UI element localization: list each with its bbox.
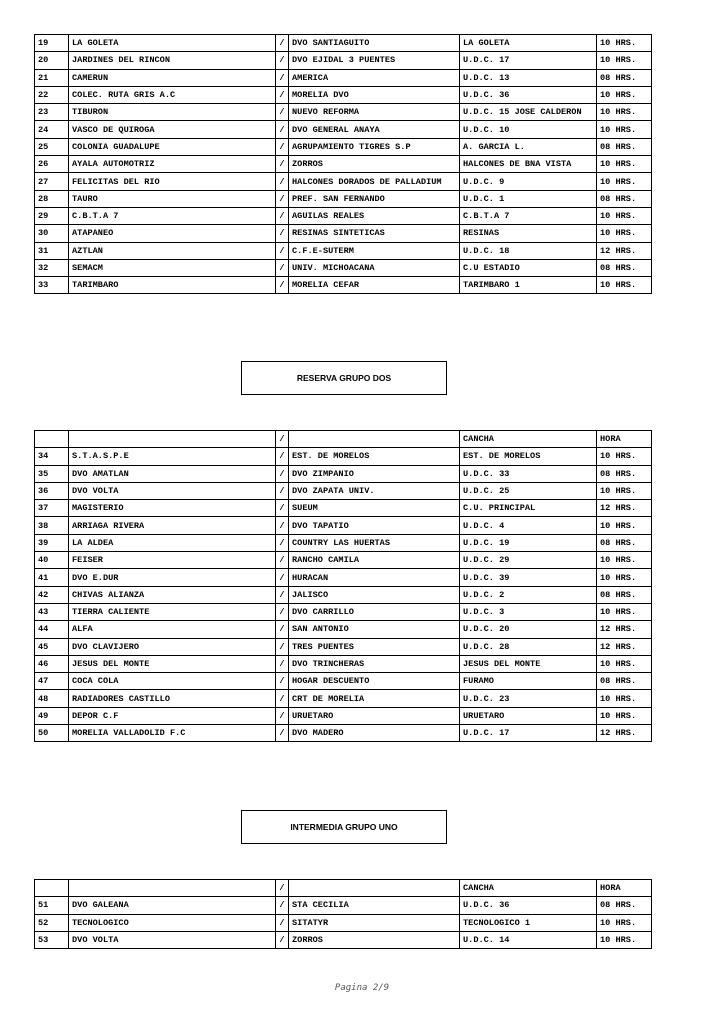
home-team-cell: AYALA AUTOMOTRIZ: [69, 156, 276, 173]
venue-cell: U.D.C. 28: [460, 638, 597, 655]
away-team-cell: SUEUM: [289, 500, 460, 517]
venue-cell: U.D.C. 20: [460, 621, 597, 638]
fixture-row: [35, 448, 652, 465]
home-team-cell: LA GOLETA: [69, 35, 276, 52]
away-team-cell: COUNTRY LAS HUERTAS: [289, 534, 460, 551]
separator-cell: /: [276, 448, 289, 465]
fixture-row: [35, 638, 652, 655]
home-team-cell: TIBURON: [69, 104, 276, 121]
kickoff-time-cell: 10 HRS.: [597, 914, 652, 931]
separator-cell: /: [276, 586, 289, 603]
match-number-cell: 39: [35, 534, 69, 551]
fixture-row: [35, 707, 652, 724]
fixture-row: [35, 225, 652, 242]
page-number: Pagina 2/9: [334, 983, 390, 993]
home-team-cell: JARDINES DEL RINCON: [69, 52, 276, 69]
separator-cell: /: [276, 121, 289, 138]
venue-cell: U.D.C. 19: [460, 534, 597, 551]
venue-cell: HALCONES DE BNA VISTA: [460, 156, 597, 173]
fixture-row: [35, 673, 652, 690]
separator-cell: /: [276, 431, 289, 448]
match-number-cell: 41: [35, 569, 69, 586]
kickoff-time-cell: 10 HRS.: [597, 207, 652, 224]
match-number-cell: 28: [35, 190, 69, 207]
match-number-cell: 50: [35, 725, 69, 742]
venue-cell: URUETARO: [460, 707, 597, 724]
separator-cell: /: [276, 897, 289, 914]
kickoff-time-cell: HORA: [597, 880, 652, 897]
separator-cell: /: [276, 621, 289, 638]
away-team-cell: AMERICA: [289, 69, 460, 86]
match-number-cell: 27: [35, 173, 69, 190]
separator-cell: /: [276, 914, 289, 931]
kickoff-time-cell: 10 HRS.: [597, 690, 652, 707]
kickoff-time-cell: 10 HRS.: [597, 35, 652, 52]
separator-cell: /: [276, 638, 289, 655]
match-number-cell: 43: [35, 603, 69, 620]
home-team-cell: AZTLAN: [69, 242, 276, 259]
home-team-cell: DVO GALEANA: [69, 897, 276, 914]
fixture-row: [35, 465, 652, 482]
separator-cell: /: [276, 569, 289, 586]
kickoff-time-cell: 08 HRS.: [597, 259, 652, 276]
match-number-cell: 40: [35, 552, 69, 569]
fixture-row: [35, 190, 652, 207]
venue-cell: JESUS DEL MONTE: [460, 655, 597, 672]
match-number-cell: 34: [35, 448, 69, 465]
away-team-cell: RANCHO CAMILA: [289, 552, 460, 569]
kickoff-time-cell: 10 HRS.: [597, 569, 652, 586]
kickoff-time-cell: 12 HRS.: [597, 725, 652, 742]
fixture-row: [35, 69, 652, 86]
venue-cell: A. GARCIA L.: [460, 138, 597, 155]
separator-cell: /: [276, 603, 289, 620]
venue-cell: U.D.C. 25: [460, 482, 597, 499]
away-team-cell: DVO EJIDAL 3 PUENTES: [289, 52, 460, 69]
kickoff-time-cell: 08 HRS.: [597, 190, 652, 207]
home-team-cell: LA ALDEA: [69, 534, 276, 551]
home-team-cell: FELICITAS DEL RIO: [69, 173, 276, 190]
venue-cell: TECNOLOGICO 1: [460, 914, 597, 931]
away-team-cell: DVO TAPATIO: [289, 517, 460, 534]
kickoff-time-cell: 12 HRS.: [597, 242, 652, 259]
fixture-row: [35, 207, 652, 224]
venue-cell: RESINAS: [460, 225, 597, 242]
fixture-row: [35, 482, 652, 499]
section-title-reserva-grupo-dos: RESERVA GRUPO DOS: [241, 361, 447, 395]
kickoff-time-cell: 10 HRS.: [597, 173, 652, 190]
fixture-row: [35, 259, 652, 276]
match-number-cell: 30: [35, 225, 69, 242]
kickoff-time-cell: 10 HRS.: [597, 707, 652, 724]
venue-cell: U.D.C. 3: [460, 603, 597, 620]
kickoff-time-cell: 10 HRS.: [597, 52, 652, 69]
home-team-cell: RADIADORES CASTILLO: [69, 690, 276, 707]
fixture-row: [35, 138, 652, 155]
kickoff-time-cell: 10 HRS.: [597, 86, 652, 103]
kickoff-time-cell: 12 HRS.: [597, 621, 652, 638]
home-team-cell: [69, 431, 276, 448]
fixture-row: [35, 104, 652, 121]
separator-cell: /: [276, 465, 289, 482]
venue-cell: U.D.C. 33: [460, 465, 597, 482]
match-number-cell: 49: [35, 707, 69, 724]
home-team-cell: SEMACM: [69, 259, 276, 276]
venue-cell: FURAMO: [460, 673, 597, 690]
venue-cell: U.D.C. 1: [460, 190, 597, 207]
home-team-cell: C.B.T.A 7: [69, 207, 276, 224]
kickoff-time-cell: 08 HRS.: [597, 586, 652, 603]
match-number-cell: 51: [35, 897, 69, 914]
home-team-cell: TAURO: [69, 190, 276, 207]
separator-cell: /: [276, 931, 289, 948]
separator-cell: /: [276, 35, 289, 52]
away-team-cell: HOGAR DESCUENTO: [289, 673, 460, 690]
match-number-cell: 24: [35, 121, 69, 138]
match-number-cell: 46: [35, 655, 69, 672]
home-team-cell: COCA COLA: [69, 673, 276, 690]
venue-cell: C.B.T.A 7: [460, 207, 597, 224]
separator-cell: /: [276, 173, 289, 190]
kickoff-time-cell: 10 HRS.: [597, 603, 652, 620]
fixture-row: [35, 121, 652, 138]
venue-cell: U.D.C. 15 JOSE CALDERON: [460, 104, 597, 121]
match-number-cell: 25: [35, 138, 69, 155]
separator-cell: /: [276, 69, 289, 86]
away-team-cell: AGRUPAMIENTO TIGRES S.P: [289, 138, 460, 155]
away-team-cell: PREF. SAN FERNANDO: [289, 190, 460, 207]
venue-cell: U.D.C. 18: [460, 242, 597, 259]
venue-cell: U.D.C. 36: [460, 86, 597, 103]
away-team-cell: DVO CARRILLO: [289, 603, 460, 620]
separator-cell: /: [276, 690, 289, 707]
separator-cell: /: [276, 673, 289, 690]
away-team-cell: AGUILAS REALES: [289, 207, 460, 224]
fixture-row: [35, 552, 652, 569]
separator-cell: /: [276, 207, 289, 224]
home-team-cell: FEISER: [69, 552, 276, 569]
venue-cell: U.D.C. 17: [460, 725, 597, 742]
away-team-cell: DVO GENERAL ANAYA: [289, 121, 460, 138]
match-number-cell: 52: [35, 914, 69, 931]
match-number-cell: 35: [35, 465, 69, 482]
venue-cell: U.D.C. 4: [460, 517, 597, 534]
away-team-cell: DVO ZAPATA UNIV.: [289, 482, 460, 499]
away-team-cell: ZORROS: [289, 156, 460, 173]
fixtures-table-1: [34, 34, 652, 294]
fixture-row: [35, 897, 652, 914]
home-team-cell: VASCO DE QUIROGA: [69, 121, 276, 138]
fixture-row: [35, 52, 652, 69]
venue-cell: U.D.C. 29: [460, 552, 597, 569]
separator-cell: /: [276, 880, 289, 897]
match-number-cell: 21: [35, 69, 69, 86]
fixture-row: [35, 500, 652, 517]
away-team-cell: NUEVO REFORMA: [289, 104, 460, 121]
away-team-cell: SITATYR: [289, 914, 460, 931]
section-title-intermedia-grupo-uno: INTERMEDIA GRUPO UNO: [241, 810, 447, 844]
fixtures-table-2: [34, 430, 652, 742]
venue-cell: U.D.C. 10: [460, 121, 597, 138]
home-team-cell: [69, 880, 276, 897]
home-team-cell: DVO VOLTA: [69, 482, 276, 499]
match-number-cell: 31: [35, 242, 69, 259]
away-team-cell: MORELIA CEFAR: [289, 277, 460, 294]
away-team-cell: HURACAN: [289, 569, 460, 586]
home-team-cell: TIERRA CALIENTE: [69, 603, 276, 620]
separator-cell: /: [276, 259, 289, 276]
match-number-cell: 47: [35, 673, 69, 690]
home-team-cell: TECNOLOGICO: [69, 914, 276, 931]
separator-cell: /: [276, 707, 289, 724]
fixture-row: [35, 586, 652, 603]
fixture-row: [35, 242, 652, 259]
home-team-cell: COLONIA GUADALUPE: [69, 138, 276, 155]
home-team-cell: TARIMBARO: [69, 277, 276, 294]
match-number-cell: 44: [35, 621, 69, 638]
home-team-cell: ALFA: [69, 621, 276, 638]
home-team-cell: JESUS DEL MONTE: [69, 655, 276, 672]
match-number-cell: 53: [35, 931, 69, 948]
match-number-cell: 48: [35, 690, 69, 707]
home-team-cell: MORELIA VALLADOLID F.C: [69, 725, 276, 742]
venue-cell: CANCHA: [460, 431, 597, 448]
separator-cell: /: [276, 138, 289, 155]
venue-cell: U.D.C. 23: [460, 690, 597, 707]
away-team-cell: JALISCO: [289, 586, 460, 603]
kickoff-time-cell: 10 HRS.: [597, 552, 652, 569]
venue-cell: U.D.C. 36: [460, 897, 597, 914]
venue-cell: U.D.C. 9: [460, 173, 597, 190]
venue-cell: U.D.C. 13: [460, 69, 597, 86]
away-team-cell: C.F.E-SUTERM: [289, 242, 460, 259]
kickoff-time-cell: 10 HRS.: [597, 104, 652, 121]
separator-cell: /: [276, 552, 289, 569]
home-team-cell: CAMERUN: [69, 69, 276, 86]
away-team-cell: UNIV. MICHOACANA: [289, 259, 460, 276]
away-team-cell: DVO ZIMPANIO: [289, 465, 460, 482]
kickoff-time-cell: 10 HRS.: [597, 225, 652, 242]
home-team-cell: S.T.A.S.P.E: [69, 448, 276, 465]
kickoff-time-cell: 10 HRS.: [597, 277, 652, 294]
match-number-cell: 20: [35, 52, 69, 69]
away-team-cell: MORELIA DVO: [289, 86, 460, 103]
fixture-row: [35, 690, 652, 707]
separator-cell: /: [276, 655, 289, 672]
fixture-row: [35, 725, 652, 742]
fixture-row: [35, 603, 652, 620]
away-team-cell: DVO MADERO: [289, 725, 460, 742]
kickoff-time-cell: 08 HRS.: [597, 138, 652, 155]
venue-cell: U.D.C. 17: [460, 52, 597, 69]
separator-cell: /: [276, 86, 289, 103]
fixture-row: [35, 914, 652, 931]
away-team-cell: EST. DE MORELOS: [289, 448, 460, 465]
match-number-cell: 32: [35, 259, 69, 276]
fixture-row: [35, 173, 652, 190]
kickoff-time-cell: 10 HRS.: [597, 156, 652, 173]
kickoff-time-cell: 08 HRS.: [597, 897, 652, 914]
home-team-cell: DEPOR C.F: [69, 707, 276, 724]
fixture-row: [35, 569, 652, 586]
fixture-row: [35, 277, 652, 294]
kickoff-time-cell: 10 HRS.: [597, 931, 652, 948]
match-number-cell: 45: [35, 638, 69, 655]
kickoff-time-cell: 10 HRS.: [597, 482, 652, 499]
venue-cell: U.D.C. 14: [460, 931, 597, 948]
kickoff-time-cell: HORA: [597, 431, 652, 448]
match-number-cell: 26: [35, 156, 69, 173]
home-team-cell: DVO CLAVIJERO: [69, 638, 276, 655]
away-team-cell: [289, 431, 460, 448]
fixture-row: [35, 517, 652, 534]
fixtures-table-3: [34, 879, 652, 949]
fixture-row: [35, 156, 652, 173]
away-team-cell: DVO SANTIAGUITO: [289, 35, 460, 52]
match-number-cell: 38: [35, 517, 69, 534]
kickoff-time-cell: 08 HRS.: [597, 534, 652, 551]
separator-cell: /: [276, 500, 289, 517]
venue-cell: C.U. PRINCIPAL: [460, 500, 597, 517]
separator-cell: /: [276, 104, 289, 121]
match-number-cell: 29: [35, 207, 69, 224]
separator-cell: /: [276, 225, 289, 242]
header-row: [35, 880, 652, 897]
match-number-cell: 36: [35, 482, 69, 499]
separator-cell: /: [276, 725, 289, 742]
away-team-cell: ZORROS: [289, 931, 460, 948]
separator-cell: /: [276, 534, 289, 551]
fixture-row: [35, 534, 652, 551]
home-team-cell: CHIVAS ALIANZA: [69, 586, 276, 603]
separator-cell: /: [276, 482, 289, 499]
fixture-row: [35, 621, 652, 638]
home-team-cell: DVO VOLTA: [69, 931, 276, 948]
separator-cell: /: [276, 242, 289, 259]
match-number-cell: [35, 880, 69, 897]
kickoff-time-cell: 10 HRS.: [597, 121, 652, 138]
kickoff-time-cell: 10 HRS.: [597, 448, 652, 465]
venue-cell: EST. DE MORELOS: [460, 448, 597, 465]
header-row: [35, 431, 652, 448]
match-number-cell: 33: [35, 277, 69, 294]
venue-cell: C.U ESTADIO: [460, 259, 597, 276]
kickoff-time-cell: 08 HRS.: [597, 69, 652, 86]
kickoff-time-cell: 08 HRS.: [597, 465, 652, 482]
venue-cell: TARIMBARO 1: [460, 277, 597, 294]
match-number-cell: 42: [35, 586, 69, 603]
fixture-row: [35, 931, 652, 948]
kickoff-time-cell: 08 HRS.: [597, 673, 652, 690]
separator-cell: /: [276, 190, 289, 207]
match-number-cell: 23: [35, 104, 69, 121]
away-team-cell: TRES PUENTES: [289, 638, 460, 655]
separator-cell: /: [276, 52, 289, 69]
away-team-cell: SAN ANTONIO: [289, 621, 460, 638]
away-team-cell: [289, 880, 460, 897]
home-team-cell: DVO E.DUR: [69, 569, 276, 586]
venue-cell: U.D.C. 39: [460, 569, 597, 586]
venue-cell: CANCHA: [460, 880, 597, 897]
venue-cell: LA GOLETA: [460, 35, 597, 52]
separator-cell: /: [276, 517, 289, 534]
home-team-cell: MAGISTERIO: [69, 500, 276, 517]
away-team-cell: HALCONES DORADOS DE PALLADIUM: [289, 173, 460, 190]
away-team-cell: RESINAS SINTETICAS: [289, 225, 460, 242]
away-team-cell: STA CECILIA: [289, 897, 460, 914]
kickoff-time-cell: 12 HRS.: [597, 638, 652, 655]
separator-cell: /: [276, 277, 289, 294]
match-number-cell: 22: [35, 86, 69, 103]
separator-cell: /: [276, 156, 289, 173]
kickoff-time-cell: 10 HRS.: [597, 655, 652, 672]
kickoff-time-cell: 12 HRS.: [597, 500, 652, 517]
away-team-cell: DVO TRINCHERAS: [289, 655, 460, 672]
kickoff-time-cell: 10 HRS.: [597, 517, 652, 534]
match-number-cell: 19: [35, 35, 69, 52]
venue-cell: U.D.C. 2: [460, 586, 597, 603]
away-team-cell: CRT DE MORELIA: [289, 690, 460, 707]
home-team-cell: COLEC. RUTA GRIS A.C: [69, 86, 276, 103]
fixture-row: [35, 86, 652, 103]
match-number-cell: [35, 431, 69, 448]
home-team-cell: DVO AMATLAN: [69, 465, 276, 482]
home-team-cell: ATAPANEO: [69, 225, 276, 242]
fixture-row: [35, 655, 652, 672]
away-team-cell: URUETARO: [289, 707, 460, 724]
match-number-cell: 37: [35, 500, 69, 517]
fixture-row: [35, 35, 652, 52]
home-team-cell: ARRIAGA RIVERA: [69, 517, 276, 534]
